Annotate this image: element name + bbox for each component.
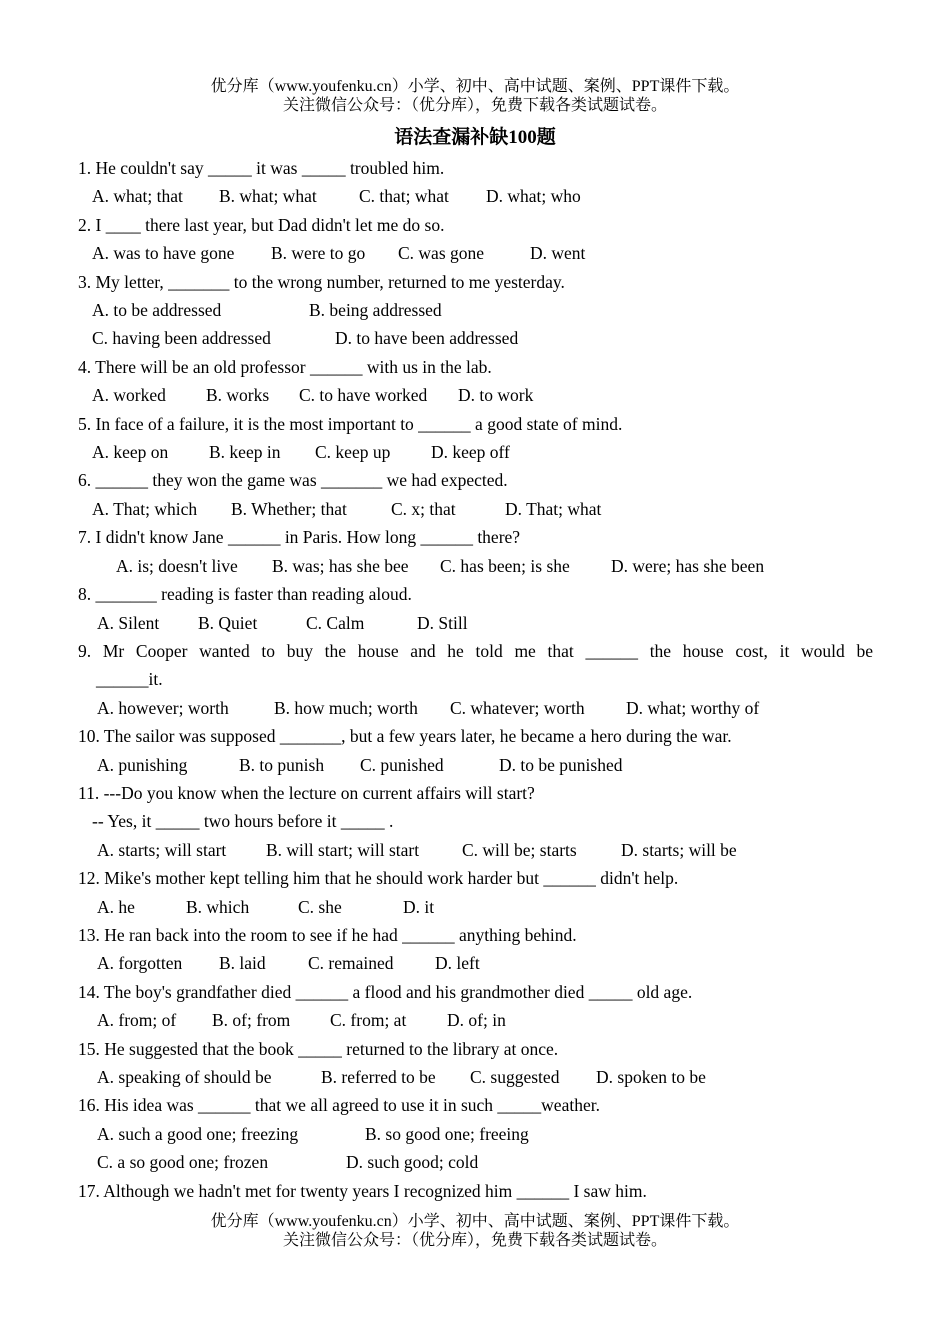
option-row (78, 836, 873, 864)
header-line-1: 优分库（www.youfenku.cn）小学、初中、高中试题、案例、PPT课件下载。 (210, 78, 740, 95)
option: C. that; what (359, 186, 449, 207)
option: A. starts; will start (97, 839, 227, 860)
option: C. from; at (330, 1010, 407, 1031)
option: C. has been; is she (440, 555, 570, 576)
option: A. such a good one; freezing (97, 1123, 299, 1144)
option: C. to have worked (299, 385, 428, 406)
page-title: 语法查漏补缺100题 (394, 127, 556, 148)
option: C. remained (308, 953, 394, 974)
question-stem: 11. ---Do you know when the lecture on current affairs will start? (78, 782, 535, 803)
option-row (78, 949, 873, 977)
option: C. punished (360, 754, 444, 775)
header-line-2: 关注微信公众号：（优分库），免费下载各类试题试卷。 (282, 97, 667, 114)
option: B. keep in (209, 442, 281, 463)
option-row (78, 324, 873, 352)
option: D. keep off (431, 442, 510, 463)
page-header (0, 77, 950, 115)
question-stem: 12. Mike's mother kept telling him that he should work harder but ______ didn't help. (78, 868, 679, 889)
option: A. he (97, 896, 135, 917)
option: D. left (435, 953, 480, 974)
question-stem: 9. Mr Cooper wanted to buy the house and he told me that ______ the house cost, it would be (78, 640, 873, 661)
option-row (78, 239, 873, 267)
option: C. keep up (315, 442, 391, 463)
option: C. a so good one; frozen (97, 1152, 269, 1173)
option: B. referred to be (321, 1067, 436, 1087)
option: D. what; who (486, 186, 581, 207)
option: A. to be addressed (92, 300, 222, 321)
option-row (78, 1063, 873, 1091)
option: D. were; has she been (611, 555, 765, 576)
question-stem: 14. The boy's grandfather died ______ a flood and his grandmother died _____ old age. (78, 981, 693, 1002)
question-stem: 1. He couldn't say _____ it was _____ troubled him. (78, 158, 445, 178)
option: A. worked (92, 385, 166, 406)
question-stem: 5. In face of a failure, it is the most important to ______ a good state of mind. (78, 413, 623, 434)
question-stem: 4. There will be an old professor ______ with us in the lab. (78, 356, 492, 377)
option-row (78, 1120, 873, 1148)
question-stem: 6. ______ they won the game was _______ we had expected. (78, 470, 508, 491)
option: B. Quiet (198, 612, 258, 633)
option-row (78, 694, 873, 722)
option: D. such good; cold (346, 1152, 479, 1173)
option: D. of; in (447, 1010, 506, 1031)
option: B. how much; worth (274, 697, 418, 718)
option: B. laid (219, 953, 266, 974)
option: B. what; what (219, 186, 317, 207)
option: B. being addressed (309, 300, 442, 321)
option: B. which (186, 896, 250, 917)
option: D. to have been addressed (335, 328, 519, 349)
option-row (78, 381, 873, 409)
option: B. Whether; that (231, 498, 347, 519)
option-row (78, 296, 873, 324)
option: C. was gone (398, 243, 485, 264)
question-list (78, 154, 873, 1205)
question-stem: 2. I ____ there last year, but Dad didn't let me do so. (78, 214, 445, 235)
option: B. will start; will start (266, 839, 420, 860)
question-stem: 17. Although we hadn't met for twenty years I recognized him ______ I saw him. (78, 1180, 647, 1201)
page-footer (0, 1212, 950, 1250)
option-row (78, 1006, 873, 1034)
option: D. to be punished (499, 754, 623, 775)
option: B. of; from (212, 1010, 291, 1031)
option: A. what; that (92, 186, 183, 207)
option-row (78, 1148, 873, 1176)
option: A. is; doesn't live (116, 555, 238, 576)
option: C. Calm (306, 612, 365, 633)
option: C. suggested (470, 1067, 560, 1087)
question-stem: 13. He ran back into the room to see if he had ______ anything behind. (78, 924, 577, 945)
footer-line-1: 优分库（www.youfenku.cn）小学、初中、高中试题、案例、PPT课件下载。 (210, 1213, 740, 1230)
question-stem: 3. My letter, _______ to the wrong number, returned to me yesterday. (78, 271, 565, 292)
footer-line-2: 关注微信公众号：（优分库），免费下载各类试题试卷。 (282, 1232, 667, 1249)
question-stem-continued: ______it. (96, 669, 163, 690)
option-row (78, 495, 873, 523)
option: B. were to go (271, 243, 366, 264)
option: B. was; has she bee (272, 555, 409, 576)
option: D. went (530, 243, 586, 264)
option: C. having been addressed (92, 328, 271, 349)
option: D. starts; will be (621, 839, 737, 860)
question-stem: 8. _______ reading is faster than reading aloud. (78, 584, 412, 605)
question-stem-continued: -- Yes, it _____ two hours before it _____ . (92, 811, 394, 832)
option: A. punishing (97, 754, 188, 775)
option: A. That; which (92, 498, 198, 519)
option: A. was to have gone (92, 243, 235, 264)
question-stem: 10. The sailor was supposed _______, but a few years later, he became a hero during the war. (78, 726, 732, 747)
option: B. works (206, 385, 270, 406)
option: C. x; that (391, 498, 456, 519)
option-row (78, 438, 873, 466)
option: D. to work (458, 385, 534, 406)
option: C. will be; starts (462, 839, 577, 860)
option-row (78, 552, 873, 580)
option: B. to punish (239, 754, 325, 775)
option: A. speaking of should be (97, 1067, 272, 1087)
option: A. from; of (97, 1010, 177, 1031)
option: D. what; worthy of (626, 697, 760, 718)
option: D. Still (417, 612, 468, 633)
option-row (78, 609, 873, 637)
option: D. it (403, 896, 435, 917)
option: C. she (298, 896, 342, 917)
option: A. keep on (92, 442, 169, 463)
option: D. That; what (505, 498, 602, 519)
option: C. whatever; worth (450, 697, 585, 718)
option: B. so good one; freeing (365, 1123, 529, 1144)
option-row (78, 182, 873, 210)
option-row (78, 893, 873, 921)
option: D. spoken to be (596, 1067, 706, 1087)
option: A. Silent (97, 612, 160, 633)
option-row (78, 751, 873, 779)
question-stem: 16. His idea was ______ that we all agreed to use it in such _____weather. (78, 1095, 600, 1116)
question-stem: 15. He suggested that the book _____ returned to the library at once. (78, 1038, 559, 1059)
question-stem: 7. I didn't know Jane ______ in Paris. How long ______ there? (78, 527, 521, 548)
option: A. however; worth (97, 697, 229, 718)
option: A. forgotten (97, 953, 183, 974)
